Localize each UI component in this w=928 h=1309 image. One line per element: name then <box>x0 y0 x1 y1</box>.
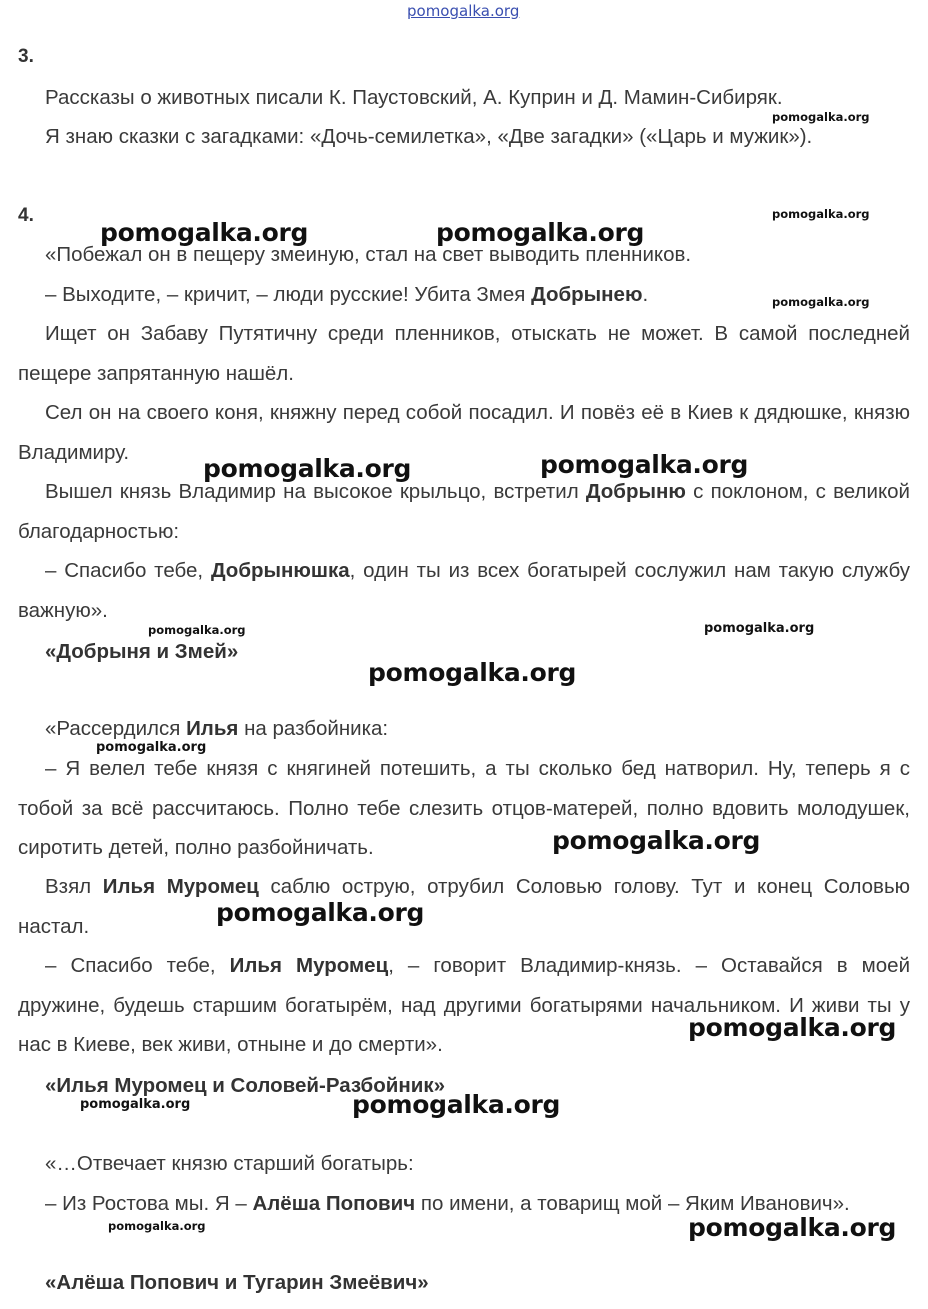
excerpt-3-paragraph-1: «…Отвечает князю старший богатырь: <box>45 1152 414 1175</box>
watermark: pomogalka.org <box>772 110 870 124</box>
excerpt-1-paragraph-6: – Спасибо тебе, Добрынюшка, один ты из всех богатырей сослужил нам такую службу важную». <box>18 559 910 622</box>
watermark: pomogalka.org <box>80 1097 191 1112</box>
excerpt-2-paragraph-2: – Я велел тебе князя с княгиней потешить, а ты сколько бед натворил. Ну, теперь я с тобой за всё рассчитаюсь. Полно тебе слезить отцов-матерей, полно вдовить молодушек, сиротить детей, полно разбойничать. <box>18 757 910 859</box>
excerpt-2-paragraph-3: Взял Илья Муромец саблю острую, отрубил Соловью голову. Тут и конец Соловью настал. <box>18 875 910 938</box>
watermark: pomogalka.org <box>772 207 870 221</box>
watermark: pomogalka.org <box>96 740 207 755</box>
watermark: pomogalka.org <box>352 1090 561 1119</box>
task-3-line-1: Рассказы о животных писали К. Паустовский, А. Куприн и Д. Мамин-Сибиряк. <box>45 86 783 109</box>
excerpt-1-paragraph-1: «Побежал он в пещеру змеиную, стал на свет выводить пленников. <box>45 243 692 266</box>
excerpt-2-paragraph-4: – Спасибо тебе, Илья Муромец, – говорит Владимир-князь. – Оставайся в моей дружине, будешь старшим богатырём, над другими богатырями начальником. И живи ты у нас в Киеве, век живи, отныне и до смерти». <box>18 954 911 1056</box>
excerpt-2-paragraph-1: «Рассердился Илья на разбойника: <box>45 717 389 740</box>
watermark: pomogalka.org <box>148 623 246 637</box>
watermark: pomogalka.org <box>704 621 815 636</box>
excerpt-1-paragraph-4: Сел он на своего коня, княжну перед собой посадил. И повёз её в Киев к дядюшке, князю Владимиру. <box>18 401 910 464</box>
watermark: pomogalka.org <box>108 1219 206 1233</box>
header-site-link[interactable]: pomogalka.org <box>407 2 520 20</box>
task-3-number: 3. <box>18 46 34 67</box>
watermark: pomogalka.org <box>216 898 425 927</box>
excerpt-3-title: «Алёша Попович и Тугарин Змеёвич» <box>45 1271 429 1294</box>
excerpt-1-paragraph-5: Вышел князь Владимир на высокое крыльцо, встретил Добрыню с поклоном, с великой благодарностью: <box>18 480 910 543</box>
excerpt-1-paragraph-2: – Выходите, – кричит, – люди русские! Убита Змея Добрынею. <box>45 283 649 306</box>
watermark: pomogalka.org <box>203 454 412 483</box>
excerpt-1-paragraph-3: Ищет он Забаву Путятичну среди пленников, отыскать не может. В самой последней пещере запрятанную нашёл. <box>18 322 910 385</box>
excerpt-3-paragraph-2: – Из Ростова мы. Я – Алёша Попович по имени, а товарищ мой – Яким Иванович». <box>45 1192 850 1215</box>
watermark: pomogalka.org <box>540 450 749 479</box>
watermark: pomogalka.org <box>772 295 870 309</box>
watermark: pomogalka.org <box>436 218 645 247</box>
task-4-number: 4. <box>18 205 34 226</box>
watermark: pomogalka.org <box>552 826 761 855</box>
watermark: pomogalka.org <box>368 658 577 687</box>
excerpt-1-title: «Добрыня и Змей» <box>45 640 239 663</box>
excerpt-2-title: «Илья Муромец и Соловей-Разбойник» <box>45 1074 445 1097</box>
watermark: pomogalka.org <box>688 1013 897 1042</box>
watermark: pomogalka.org <box>100 218 309 247</box>
watermark: pomogalka.org <box>688 1213 897 1242</box>
task-3-line-2: Я знаю сказки с загадками: «Дочь-семилетка», «Две загадки» («Царь и мужик»). <box>45 125 813 148</box>
